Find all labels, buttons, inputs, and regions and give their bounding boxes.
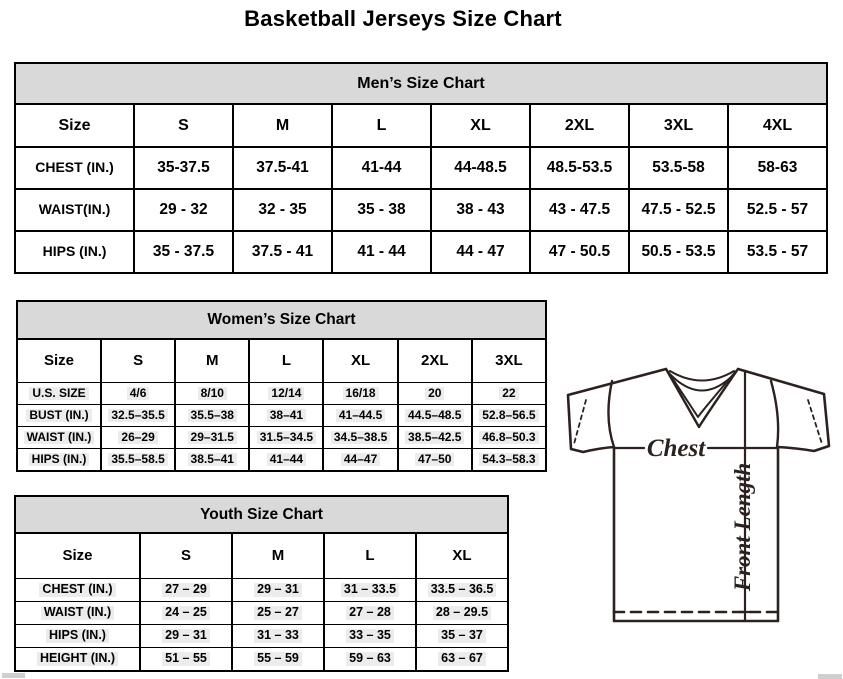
row-label-cell — [18, 405, 100, 426]
cell-text: 34.5–38.5 — [331, 431, 390, 444]
cell-text: 29 - 32 — [159, 201, 208, 219]
value-cell — [133, 190, 232, 230]
cell-text: 41–44.5 — [336, 409, 385, 422]
cell-text: 27 – 29 — [162, 583, 210, 597]
cell-text: S — [133, 351, 144, 369]
table-row — [18, 382, 545, 404]
value-cell — [397, 449, 471, 470]
cell-text: WAIST (IN.) — [24, 431, 95, 444]
cell-text: M — [205, 351, 219, 369]
table-row — [16, 624, 507, 647]
cell-text: 53.5 - 57 — [746, 243, 809, 261]
cell-text: 28 – 29.5 — [433, 606, 491, 620]
cell-text: 35 - 37.5 — [152, 243, 215, 261]
size-header-row — [16, 105, 826, 146]
cell-text: 48.5-53.5 — [546, 159, 613, 177]
value-cell — [232, 190, 331, 230]
value-cell — [430, 105, 529, 146]
collar-back-arc — [670, 371, 734, 381]
cell-text: 29–31.5 — [188, 431, 237, 444]
value-cell — [322, 449, 396, 470]
cell-text: 41 - 44 — [357, 243, 406, 261]
value-cell — [231, 534, 323, 578]
cell-text: 20 — [425, 387, 444, 400]
left-cuff-dashed-line — [574, 400, 586, 444]
row-label-cell — [16, 648, 139, 670]
value-cell — [248, 449, 322, 470]
value-cell — [471, 405, 545, 426]
cell-text: 38 - 43 — [456, 201, 505, 219]
cell-text: 32.5–35.5 — [108, 409, 167, 422]
value-cell — [628, 105, 727, 146]
value-cell — [231, 579, 323, 601]
value-cell — [628, 148, 727, 188]
size-header-row — [16, 534, 507, 578]
table-row — [16, 601, 507, 624]
value-cell — [397, 427, 471, 448]
value-cell — [415, 602, 507, 624]
value-cell — [397, 383, 471, 404]
value-cell — [232, 105, 331, 146]
table-row — [16, 146, 826, 188]
cell-text: XL — [452, 546, 472, 564]
right-cuff-dashed-line — [808, 400, 822, 444]
value-cell — [231, 625, 323, 647]
cell-text: 35 - 38 — [357, 201, 406, 219]
cell-text: L — [281, 351, 291, 369]
cell-text: HIPS (IN.) — [46, 629, 109, 643]
value-cell — [727, 105, 826, 146]
value-cell — [174, 427, 248, 448]
womens-chart-header: Women’s Size Chart — [18, 302, 545, 340]
cell-text: 35.5–58.5 — [108, 453, 167, 466]
front-length-measure-label: Front Length — [730, 462, 755, 592]
value-cell — [415, 625, 507, 647]
cell-text: 51 – 55 — [162, 652, 210, 666]
table-row — [18, 426, 545, 448]
value-cell — [331, 232, 430, 272]
value-cell — [323, 534, 415, 578]
value-cell — [323, 602, 415, 624]
value-cell — [331, 190, 430, 230]
mens-size-chart-table — [14, 62, 828, 274]
value-cell — [322, 340, 396, 382]
value-cell — [174, 383, 248, 404]
cell-text: S — [178, 116, 189, 134]
table-row — [16, 188, 826, 230]
cell-text: M — [271, 546, 285, 564]
value-cell — [727, 190, 826, 230]
cell-text: 38–41 — [267, 409, 306, 422]
value-cell — [139, 648, 231, 670]
size-header-row — [18, 340, 545, 382]
cell-text: 59 – 63 — [346, 652, 394, 666]
womens-size-chart-table — [16, 300, 547, 472]
cell-text: S — [180, 546, 191, 564]
value-cell — [322, 383, 396, 404]
cell-text: 44 - 47 — [456, 243, 505, 261]
chest-measure-label: Chest — [646, 435, 706, 462]
page-title: Basketball Jerseys Size Chart — [244, 6, 562, 31]
youth-size-chart-table — [14, 495, 509, 672]
womens-table-body — [18, 340, 545, 470]
value-cell — [174, 449, 248, 470]
cell-text: 25 – 27 — [254, 606, 302, 620]
cell-text: 44–47 — [341, 453, 380, 466]
value-cell — [323, 625, 415, 647]
value-cell — [727, 148, 826, 188]
row-label-cell — [16, 105, 133, 146]
cell-text: 8/10 — [198, 387, 227, 400]
cell-text: 35-37.5 — [157, 159, 210, 177]
cell-text: 38.5–41 — [188, 453, 237, 466]
cell-text: 35 – 37 — [438, 629, 486, 643]
cell-text: 31 – 33.5 — [341, 583, 399, 597]
cell-text: 46.8–50.3 — [479, 431, 538, 444]
cell-text: 29 – 31 — [162, 629, 210, 643]
cell-text: 31 – 33 — [254, 629, 302, 643]
cell-text: 16/18 — [343, 387, 379, 400]
mens-chart-header: Men’s Size Chart — [16, 64, 826, 105]
value-cell — [323, 648, 415, 670]
value-cell — [231, 648, 323, 670]
cell-text: 52.5 - 57 — [746, 201, 809, 219]
value-cell — [529, 148, 628, 188]
cell-text: 31.5–34.5 — [257, 431, 316, 444]
value-cell — [100, 340, 174, 382]
cell-text: 12/14 — [268, 387, 304, 400]
value-cell — [231, 602, 323, 624]
value-cell — [415, 648, 507, 670]
resize-handle-left — [2, 673, 25, 678]
cell-text: 22 — [499, 387, 518, 400]
cell-text: 41–44 — [267, 453, 306, 466]
value-cell — [248, 340, 322, 382]
cell-text: 52.8–56.5 — [479, 409, 538, 422]
value-cell — [174, 340, 248, 382]
cell-text: 53.5-58 — [652, 159, 705, 177]
left-armhole-seam — [608, 381, 614, 447]
row-label-cell — [18, 340, 100, 382]
cell-text: XL — [470, 116, 491, 134]
cell-text: 29 – 31 — [254, 583, 302, 597]
value-cell — [139, 625, 231, 647]
table-row — [18, 404, 545, 426]
cell-text: XL — [350, 351, 371, 369]
value-cell — [430, 190, 529, 230]
cell-text: 47.5 - 52.5 — [641, 201, 716, 219]
row-label-cell — [16, 534, 139, 578]
value-cell — [133, 105, 232, 146]
cell-text: 4XL — [762, 116, 793, 134]
cell-text: HIPS (IN.) — [42, 243, 107, 260]
cell-text: M — [275, 116, 290, 134]
value-cell — [397, 340, 471, 382]
cell-text: 63 – 67 — [438, 652, 486, 666]
cell-text: 33.5 – 36.5 — [428, 583, 497, 597]
cell-text: 44-48.5 — [454, 159, 507, 177]
cell-text: 50.5 - 53.5 — [641, 243, 716, 261]
value-cell — [248, 405, 322, 426]
cell-text: Size — [43, 351, 74, 369]
row-label-cell — [16, 579, 139, 601]
cell-text: CHEST (IN.) — [39, 583, 115, 597]
value-cell — [430, 232, 529, 272]
value-cell — [727, 232, 826, 272]
cell-text: 24 – 25 — [162, 606, 210, 620]
cell-text: Size — [58, 116, 91, 134]
mens-table-body — [16, 105, 826, 272]
value-cell — [471, 427, 545, 448]
value-cell — [430, 148, 529, 188]
youth-table-body — [16, 534, 507, 670]
cell-text: 41-44 — [361, 159, 402, 177]
value-cell — [232, 148, 331, 188]
cell-text: WAIST(IN.) — [38, 201, 111, 218]
resize-handle-right — [818, 674, 842, 679]
value-cell — [529, 232, 628, 272]
cell-text: HEIGHT (IN.) — [37, 652, 118, 666]
value-cell — [139, 602, 231, 624]
row-label-cell — [16, 190, 133, 230]
value-cell — [628, 190, 727, 230]
cell-text: Size — [62, 546, 93, 564]
cell-text: 47–50 — [415, 453, 454, 466]
cell-text: U.S. SIZE — [29, 387, 88, 400]
value-cell — [331, 105, 430, 146]
cell-text: 2XL — [420, 351, 449, 369]
cell-text: L — [365, 546, 375, 564]
value-cell — [331, 148, 430, 188]
value-cell — [139, 579, 231, 601]
value-cell — [322, 405, 396, 426]
cell-text: 26–29 — [118, 431, 157, 444]
cell-text: 55 – 59 — [254, 652, 302, 666]
value-cell — [471, 340, 545, 382]
value-cell — [471, 383, 545, 404]
cell-text: CHEST (IN.) — [35, 159, 114, 176]
value-cell — [415, 534, 507, 578]
cell-text: 44.5–48.5 — [405, 409, 464, 422]
row-label-cell — [18, 427, 100, 448]
value-cell — [133, 148, 232, 188]
value-cell — [232, 232, 331, 272]
value-cell — [100, 427, 174, 448]
jersey-outline — [568, 369, 829, 621]
value-cell — [529, 105, 628, 146]
row-label-cell — [16, 148, 133, 188]
row-label-cell — [16, 602, 139, 624]
cell-text: 58-63 — [757, 159, 798, 177]
value-cell — [248, 427, 322, 448]
cell-text: 33 – 35 — [346, 629, 394, 643]
cell-text: 54.3–58.3 — [479, 453, 538, 466]
row-label-cell — [18, 449, 100, 470]
cell-text: 4/6 — [127, 387, 150, 400]
cell-text: 37.5 - 41 — [251, 243, 314, 261]
cell-text: 32 - 35 — [258, 201, 307, 219]
table-row — [16, 578, 507, 601]
table-row — [16, 230, 826, 272]
cell-text: 2XL — [564, 116, 595, 134]
cell-text: 38.5–42.5 — [405, 431, 464, 444]
value-cell — [322, 427, 396, 448]
value-cell — [529, 190, 628, 230]
value-cell — [248, 383, 322, 404]
value-cell — [471, 449, 545, 470]
right-armhole-seam — [771, 381, 778, 447]
cell-text: WAIST (IN.) — [41, 606, 114, 620]
table-row — [16, 647, 507, 670]
cell-text: 47 - 50.5 — [548, 243, 611, 261]
value-cell — [100, 449, 174, 470]
cell-text: L — [376, 116, 387, 134]
value-cell — [100, 383, 174, 404]
jersey-measurement-diagram — [556, 364, 843, 634]
row-label-cell — [16, 625, 139, 647]
table-row — [18, 448, 545, 470]
value-cell — [628, 232, 727, 272]
value-cell — [133, 232, 232, 272]
value-cell — [100, 405, 174, 426]
cell-text: HIPS (IN.) — [29, 453, 90, 466]
value-cell — [397, 405, 471, 426]
value-cell — [323, 579, 415, 601]
cell-text: 3XL — [495, 351, 523, 369]
cell-text: 37.5-41 — [256, 159, 309, 177]
value-cell — [174, 405, 248, 426]
cell-text: 27 – 28 — [346, 606, 394, 620]
row-label-cell — [18, 383, 100, 404]
youth-chart-header: Youth Size Chart — [16, 497, 507, 534]
cell-text: 35.5–38 — [188, 409, 237, 422]
row-label-cell — [16, 232, 133, 272]
collar-outer-v — [666, 369, 738, 427]
collar-inner-v — [667, 370, 737, 417]
value-cell — [139, 534, 231, 578]
value-cell — [415, 579, 507, 601]
cell-text: 3XL — [663, 116, 694, 134]
cell-text: BUST (IN.) — [26, 409, 91, 422]
cell-text: 43 - 47.5 — [548, 201, 611, 219]
